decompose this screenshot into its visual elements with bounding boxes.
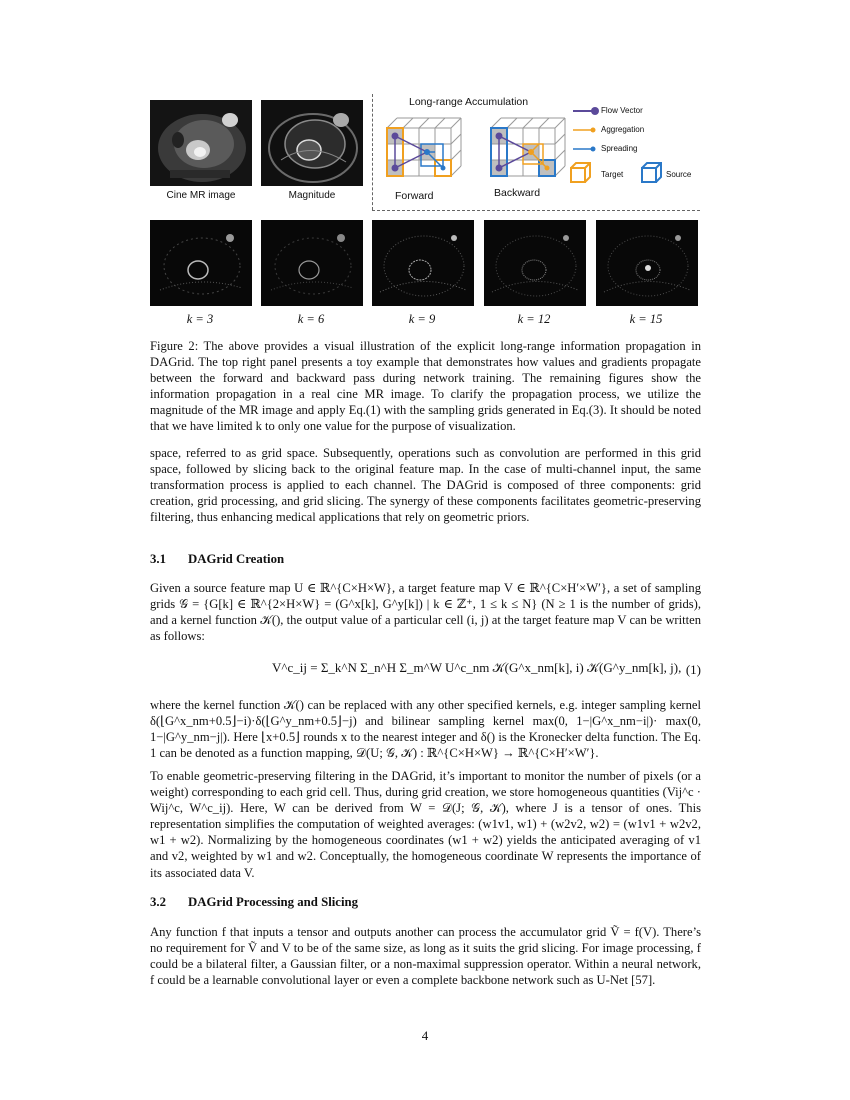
- paragraph-grid-creation: Given a source feature map U ∈ ℝ^{C×H×W}, a target feature map V ∈ ℝ^{C×H′×W′}, a set of sampling grids 𝒢 = {G[k] ∈ ℝ^{2×H×W} = (G^x[k], G^y[k]) | k ∈ ℤ⁺, 1 ≤ k ≤ N} (N ≥ 1 is the number of grids), and a kernel function 𝒦(), the output value of a particular cell (i, j) at the target feature map V can be written as follows:: [150, 581, 701, 644]
- forward-grid: [387, 118, 461, 176]
- equation-1: [150, 650, 701, 690]
- legend-aggregation: Aggregation: [601, 125, 645, 134]
- paragraph-homogeneous: To enable geometric-preserving filtering in the DAGrid, it’s important to monitor the number of pixels (or a weight) corresponding to each grid cell. Thus, during grid creation, we store homogeneous quantities (Vij^c · Wij^c, W^c_ij). Here, W can be derived from W = 𝒟(J; 𝒢, 𝒦), where J is a tensor of ones. This representation simplifies the computation of weighted averages: (w1v1, w1) + (w2v2, w2) = (w1v1 + w2v2, w1 + w2). Normalizing by the homogeneous coordinates (w1 + w2) yields the anticipated averaging of v1 and v2, weighted by w1 and w2. Conceptually, the homogeneous coordinate W represents the importance of its associated data V.: [150, 769, 701, 880]
- figure-caption: Figure 2: The above provides a visual illustration of the explicit long-range information propagation in DAGrid. The top right panel presents a toy example that demonstrates how values and gradients propagate between the forward and backward pass during network training. The remaining figures show the information propagation in a real cine MR image. To clarify the propagation process, we utilize the magnitude of the MR image and apply Eq.(1) with the sampling grids generated in Eq.(3). It should be noted that we have limited k to only one value for the purpose of visualization.: [150, 339, 701, 434]
- toy-panel: [373, 92, 700, 212]
- label-backward: Backward: [494, 187, 541, 199]
- k6-image: [261, 220, 363, 306]
- legend-flow-vector: Flow Vector: [601, 106, 643, 115]
- section-3-2-title: DAGrid Processing and Slicing: [188, 895, 359, 909]
- cine-mr-image: [150, 100, 252, 186]
- paragraph-grid-space: space, referred to as grid space. Subsequently, operations such as convolution are performed in this grid space, followed by slicing back to the original feature map. In the case of multi-channel input, the same transformation process is applied to each channel. The DAGrid is composed of three components: grid creation, grid processing, and grid slicing. The synergy of these components facilitates geometric-preserving filtering, thus enhancing medical applications that rely on geometric priors.: [150, 446, 701, 525]
- paragraph-processing: Any function f that inputs a tensor and outputs another can process the accumulator grid Ṽ = f(V). There’s no requirement for Ṽ and V to be of the same size, as long as it suits the grid slicing. For image processing, f could be a bilateral filter, a Gaussian filter, or a non-maximal suppression operator. Within a neural network, f could be a learnable convolutional layer or even a complete backbone network such as U-Net [57].: [150, 925, 701, 988]
- figure-2: [150, 92, 700, 330]
- legend-spreading: Spreading: [601, 144, 638, 153]
- legend-source: Source: [666, 170, 692, 179]
- k15-image: [596, 220, 698, 306]
- toy-title: Long-range Accumulation: [409, 96, 529, 108]
- legend-target: Target: [601, 170, 624, 179]
- label-forward: Forward: [395, 190, 434, 202]
- section-3-2-number: 3.2: [150, 895, 166, 909]
- equation-1-number: (1): [685, 662, 701, 677]
- section-3-2-heading: [150, 895, 358, 910]
- paragraph-kernel-function: where the kernel function 𝒦() can be replaced with any other specified kernels, e.g. integer sampling kernel δ(⌊G^x_nm+0.5⌋−i)·δ(⌊G^y_nm+0.5⌋−j) and bilinear sampling kernel max(0, 1−|G^x_nm−i|)· max(0, 1−|G^y_nm−j|). Here ⌊x+0.5⌋ rounds x to the nearest integer and δ() is the Kronecker delta function. The Eq. 1 can be denoted as a function mapping, 𝒟(U; 𝒢, 𝒦) : ℝ^{C×H×W} → ℝ^{C×H′×W′}.: [150, 698, 701, 761]
- label-k6: k = 6: [297, 312, 325, 326]
- label-cine-mr: Cine MR image: [166, 190, 236, 201]
- page-number: 4: [421, 1028, 429, 1043]
- k3-image: [150, 220, 252, 306]
- section-3-1-title: DAGrid Creation: [188, 552, 285, 566]
- k9-image: [372, 220, 474, 306]
- label-k9: k = 9: [408, 312, 436, 326]
- label-k3: k = 3: [186, 312, 214, 326]
- section-3-1-heading: [150, 552, 284, 567]
- label-k15: k = 15: [629, 312, 663, 326]
- backward-grid: [491, 118, 565, 176]
- k12-image: [484, 220, 586, 306]
- equation-1-body: V^c_ij = Σ_k^N Σ_n^H Σ_m^W U^c_nm 𝒦(G^x_nm[k], i) 𝒦(G^y_nm[k], j),: [272, 660, 682, 675]
- magnitude-image: [261, 100, 363, 186]
- label-k12: k = 12: [517, 312, 551, 326]
- section-3-1-number: 3.1: [150, 552, 166, 566]
- label-magnitude: Magnitude: [288, 190, 336, 201]
